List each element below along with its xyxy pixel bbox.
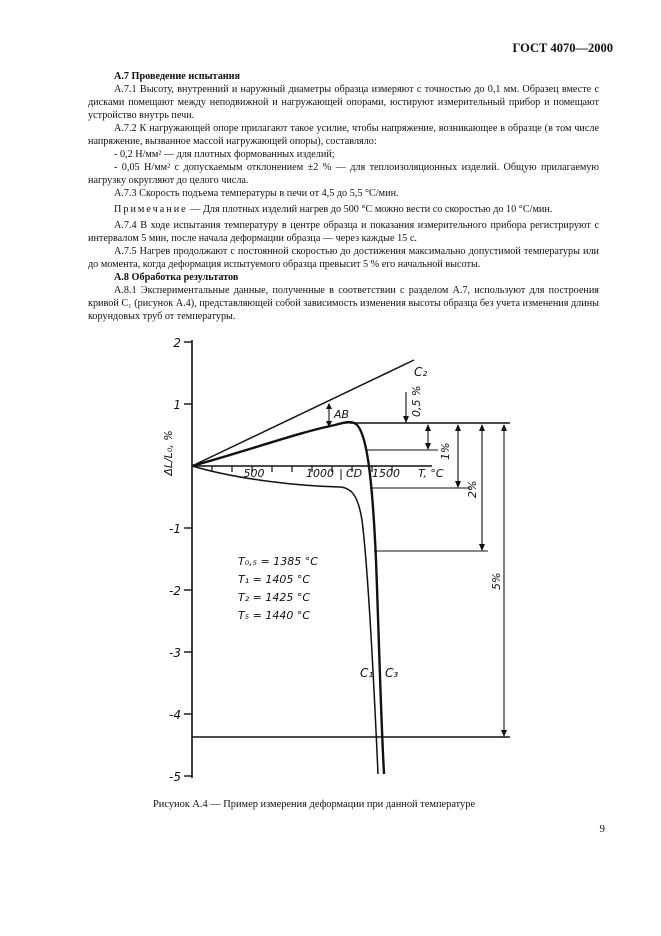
y-tick-marks — [184, 342, 192, 776]
note-label: Примечание — [114, 204, 188, 215]
paragraph-a7-1: А.7.1 Высоту, внутренний и наружный диаметры образца измеряют с точностью до 0,1 мм. Образец вместе с дисками помещают между неподвижной и нагружающей опорами, юстируют измерительный прибор и помещают устройство внутрь печи. — [88, 84, 599, 121]
label-ab: AB — [334, 408, 350, 421]
paragraph-a7-2: А.7.2 К нагружающей опоре прилагают такое усилие, чтобы напряжение, возникающее в образце (в том числе напряжение, вызванное массой нагружающей опоры), составляло: — [88, 123, 599, 147]
label-c1: C₁ — [360, 666, 374, 680]
standard-header: ГОСТ 4070—2000 — [512, 41, 613, 55]
y-tick-label: -3 — [169, 646, 181, 660]
y-tick-label: -1 — [169, 522, 181, 536]
dim-label-05: 0,5 % — [410, 385, 423, 417]
temp-t5: T₅ = 1440 °C — [238, 609, 311, 622]
label-c2: C₂ — [414, 365, 428, 379]
y-tick-label: -4 — [169, 708, 181, 722]
dim-label-5: 5% — [490, 572, 503, 590]
x-tick-label: 1500 — [372, 467, 400, 480]
page-number: 9 — [599, 823, 605, 835]
paragraph-a7-3: А.7.3 Скорость подъема температуры в печи от 4,5 до 5,5 °С/мин. — [114, 188, 399, 199]
paragraph-a7-4: А.7.4 В ходе испытания температуру в центре образца и показания измерительного прибора регистрируют с интервалом 5 мин, после начала деформации образца — через каждые 15 с. — [88, 220, 599, 244]
temp-t05: T₀,₅ = 1385 °C — [238, 555, 318, 568]
y-tick-label: -5 — [169, 770, 181, 784]
x-tick-label: 1000 — [306, 467, 334, 480]
dim-label-2: 2% — [466, 480, 479, 498]
note-text: — Для плотных изделий нагрев до 500 °С можно вести со скоростью до 10 °С/мин. — [187, 204, 553, 215]
x-tick-label: 500 — [243, 467, 265, 480]
y-axis-label: ΔL/L₀, % — [162, 430, 175, 476]
list-item-dense: - 0,2 Н/мм² — для плотных формованных изделий; — [114, 149, 335, 160]
y-tick-label: 2 — [173, 336, 181, 350]
dimension-lines — [406, 392, 504, 736]
label-c3: C₃ — [385, 666, 399, 680]
temp-t1: T₁ = 1405 °C — [238, 573, 311, 586]
paragraph-a8-1: А.8.1 Экспериментальные данные, полученные в соответствии с разделом А.7, используют для построения кривой C₁ (рисунок А.4), представляющей собой зависимость изменения высоты образца без учета изменения длины корундовых труб от температуры. — [88, 285, 599, 322]
x-tick-marks — [212, 466, 392, 472]
dim-label-1: 1% — [439, 442, 452, 460]
section-a7-title: А.7 Проведение испытания — [114, 71, 241, 82]
label-cd: CD — [346, 467, 363, 480]
list-item-insulation: - 0,05 Н/мм² с допускаемым отклонением ±2 % — для теплоизоляционных изделий. Общую прилагаемую нагрузку округляют до целого числа. — [88, 162, 599, 186]
y-tick-label: -2 — [169, 584, 181, 598]
figure-caption: Рисунок А.4 — Пример измерения деформации при данной температуре — [153, 799, 476, 810]
ab-arrowhead — [326, 403, 332, 409]
paragraph-a7-5: А.7.5 Нагрев продолжают с постоянной скоростью до достижения максимально допустимой температуры или до момента, когда деформация испытуемого образца превысит 5 % его начальной высоты. — [88, 246, 599, 270]
y-tick-label: 1 — [173, 398, 181, 412]
x-axis-label: T, °C — [418, 467, 444, 480]
temp-t2: T₂ = 1425 °C — [238, 591, 311, 604]
section-a8-title: А.8 Обработка результатов — [114, 272, 239, 283]
